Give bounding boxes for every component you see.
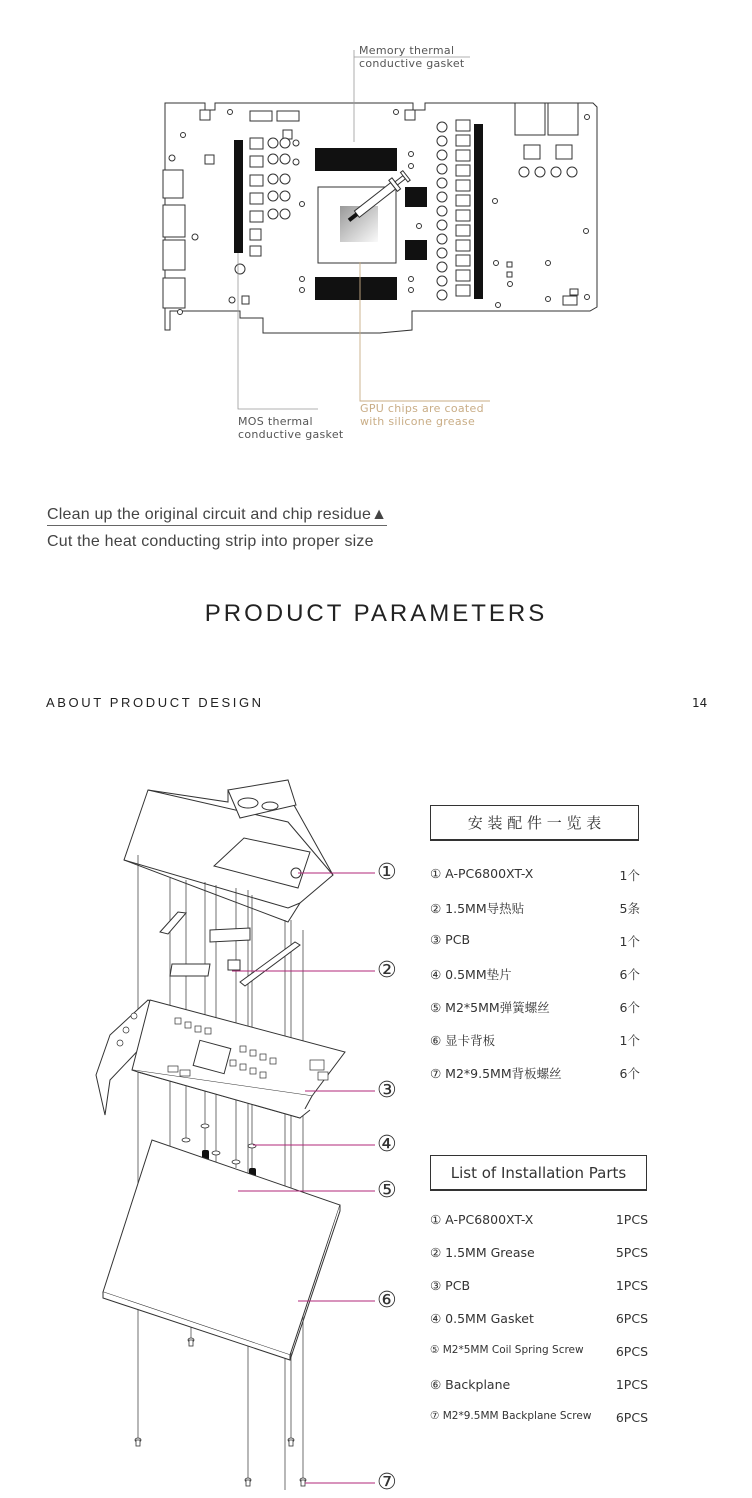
label-part-3: ③ xyxy=(377,1078,397,1103)
part-qty: 1PCS xyxy=(615,1377,648,1392)
label-part-2: ② xyxy=(377,958,397,983)
list-item xyxy=(430,1064,640,1097)
callout-gpu-line1: GPU chips are coated xyxy=(360,402,484,415)
parts-list-en-title: List of Installation Parts xyxy=(430,1155,647,1190)
callout-mos-line2: conductive gasket xyxy=(238,428,344,441)
list-item xyxy=(430,932,640,965)
callout-memory-gasket xyxy=(359,44,465,70)
list-item xyxy=(430,1278,648,1311)
triangle-up-icon: ▲ xyxy=(371,506,388,523)
part-qty: 1个 xyxy=(619,868,640,883)
part-qty: 6个 xyxy=(619,967,640,982)
list-item xyxy=(430,1377,648,1410)
part-qty: 1个 xyxy=(619,1033,640,1048)
part-name: ② 1.5MM导热贴 xyxy=(430,901,525,916)
parts-list-cn xyxy=(430,866,640,1097)
part-qty: 5PCS xyxy=(615,1245,648,1260)
list-item xyxy=(430,965,640,998)
part-name: ⑥ 显卡背板 xyxy=(430,1033,496,1048)
part-qty: 6PCS xyxy=(615,1311,648,1326)
part-name: ⑦ M2*9.5MM背板螺丝 xyxy=(430,1066,562,1081)
part-qty: 1PCS xyxy=(615,1212,648,1227)
part-name: ⑤ M2*5MM弹簧螺丝 xyxy=(430,1000,550,1015)
list-item xyxy=(430,866,640,899)
label-part-5: ⑤ xyxy=(377,1178,397,1203)
list-item xyxy=(430,899,640,932)
label-part-4: ④ xyxy=(377,1132,397,1157)
list-item xyxy=(430,1212,648,1245)
list-item xyxy=(430,998,640,1031)
callout-memory-line2: conductive gasket xyxy=(359,57,465,70)
instruction-line-1 xyxy=(47,506,387,526)
list-item xyxy=(430,1031,640,1064)
part-name: ⑦ M2*9.5MM Backplane Screw xyxy=(430,1410,592,1422)
part-qty: 1PCS xyxy=(615,1278,648,1293)
callout-memory-line1: Memory thermal xyxy=(359,44,455,57)
part-name: ④ 0.5MM垫片 xyxy=(430,967,512,982)
callout-mos-line1: MOS thermal xyxy=(238,415,313,428)
section-title: PRODUCT PARAMETERS xyxy=(204,600,548,627)
list-item xyxy=(430,1245,648,1278)
part-name: ② 1.5MM Grease xyxy=(430,1245,535,1260)
part-name: ③ PCB xyxy=(430,1278,471,1293)
part-qty: 6个 xyxy=(619,1066,640,1081)
part-name: ③ PCB xyxy=(430,932,471,947)
part-name: ① A-PC6800XT-X xyxy=(430,866,534,881)
page-number: 14 xyxy=(692,696,708,710)
part-qty: 1个 xyxy=(619,934,640,949)
label-part-6: ⑥ xyxy=(377,1288,397,1313)
part-name: ⑤ M2*5MM Coil Spring Screw xyxy=(430,1344,584,1356)
parts-list-en xyxy=(430,1212,648,1443)
callout-gpu-grease xyxy=(360,402,484,428)
callout-gpu-line2: with silicone grease xyxy=(360,415,476,428)
part-qty: 6PCS xyxy=(615,1410,648,1425)
instruction-line-2: Cut the heat conducting strip into proper size xyxy=(47,533,374,550)
label-part-7: ⑦ xyxy=(377,1470,397,1495)
list-item xyxy=(430,1311,648,1344)
part-name: ④ 0.5MM Gasket xyxy=(430,1311,534,1326)
list-item xyxy=(430,1344,648,1377)
sub-header: ABOUT PRODUCT DESIGN xyxy=(46,695,264,710)
label-part-1: ① xyxy=(377,860,397,885)
part-name: ⑥ Backplane xyxy=(430,1377,511,1392)
part-qty: 5条 xyxy=(619,901,640,916)
part-name: ① A-PC6800XT-X xyxy=(430,1212,534,1227)
exploded-view-diagram xyxy=(0,760,420,1490)
instruction-line-1-text: Clean up the original circuit and chip residue xyxy=(47,506,372,523)
list-item xyxy=(430,1410,648,1443)
parts-list-cn-title: 安 装 配 件 一 览 表 xyxy=(430,805,639,840)
part-qty: 6个 xyxy=(619,1000,640,1015)
part-qty: 6PCS xyxy=(615,1344,648,1359)
callout-mos-gasket xyxy=(238,415,344,441)
